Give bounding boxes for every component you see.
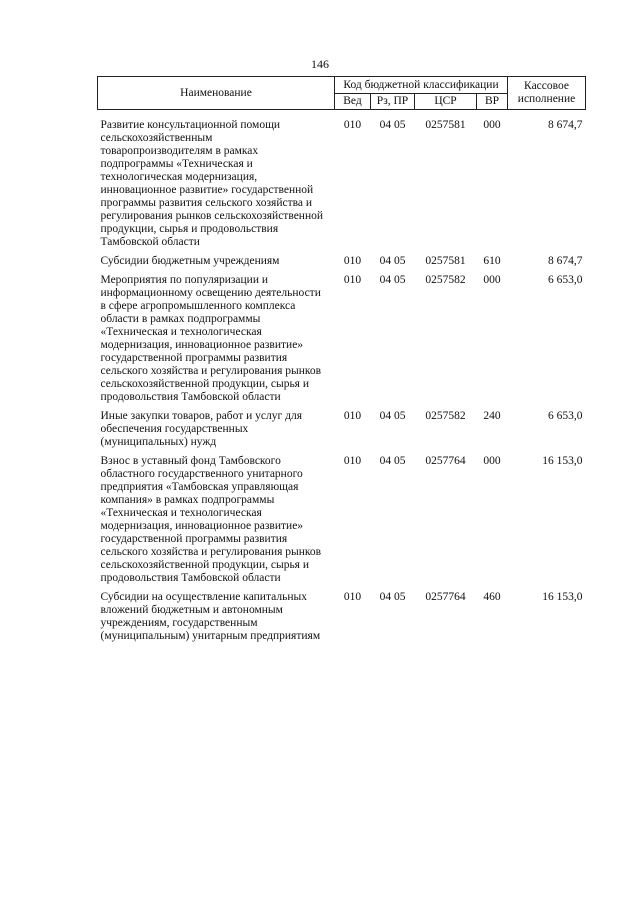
header-csr: ЦСР [415, 94, 477, 110]
row-name: Развитие консультационной помощи сельскохозяйственным товаропроизводителям в рамках подпрограммы «Техническая и технологическая модернизация, инновационное развитие» государственной программы развития сельского хозяйства и регулирования рынков сельскохозяйственной продукции, сырья и продовольствия Тамбовской области [100, 119, 324, 248]
row-ved: 010 [343, 119, 362, 131]
row-csr: 0257582 [425, 274, 466, 286]
row-vr: 000 [483, 274, 501, 286]
row-amount: 6 653,0 [548, 274, 583, 286]
row-amount: 8 674,7 [548, 255, 583, 267]
row-ved: 010 [343, 591, 362, 603]
row-rz-pr: 04 05 [379, 455, 406, 467]
row-rz-pr: 04 05 [379, 255, 406, 267]
row-csr: 0257581 [425, 119, 466, 131]
table-row [98, 274, 586, 410]
row-vr: 610 [483, 255, 501, 267]
row-ved: 010 [343, 274, 362, 286]
row-csr: 0257582 [425, 410, 466, 422]
row-amount: 8 674,7 [548, 119, 583, 131]
table-row [98, 410, 586, 455]
row-name: Взнос в уставный фонд Тамбовского областного государственного унитарного предприятия «Тамбовская управляющая компания» в рамках подпрограммы «Техническая и технологическая модернизация, инновационное развитие» государственной программы развития сельского хозяйства и регулирования рынков сельскохозяйственной продукции, сырья и продовольствия Тамбовской области [100, 455, 322, 584]
row-vr: 460 [483, 591, 501, 603]
header-vr: ВР [477, 94, 508, 110]
header-classification: Код бюджетной классификации [335, 77, 508, 94]
row-ved: 010 [343, 255, 362, 267]
row-vr: 240 [483, 410, 501, 422]
row-amount: 6 653,0 [548, 410, 583, 422]
table-row [98, 591, 586, 649]
row-rz-pr: 04 05 [379, 119, 406, 131]
row-csr: 0257764 [425, 591, 466, 603]
row-rz-pr: 04 05 [379, 591, 406, 603]
row-name: Мероприятия по популяризации и информационному освещению деятельности в сфере агропромышленного комплекса области в рамках подпрограммы «Техническая и технологическая модернизация, инновационное развитие» государственной программы развития сельского хозяйства и регулирования рынков сельскохозяйственной продукции, сырья и продовольствия Тамбовской области [100, 274, 322, 403]
header-rz-pr: Рз, ПР [371, 94, 415, 110]
row-rz-pr: 04 05 [379, 410, 406, 422]
row-amount: 16 153,0 [542, 455, 583, 467]
row-name: Субсидии на осуществление капитальных вложений бюджетным и автономным учреждениям, государственным (муниципальным) унитарным предприятиям [100, 591, 321, 642]
page-number: 146 [311, 57, 329, 71]
row-csr: 0257764 [425, 455, 466, 467]
header-name: Наименование [98, 77, 335, 110]
header-ved: Вед [335, 94, 371, 110]
header-amount: Кассовое исполнение [508, 77, 586, 110]
row-name: Иные закупки товаров, работ и услуг для обеспечения государственных (муниципальных) нужд [100, 410, 302, 448]
table-row [98, 110, 586, 256]
row-amount: 16 153,0 [542, 591, 583, 603]
row-vr: 000 [483, 455, 501, 467]
budget-execution-table [97, 76, 586, 649]
row-ved: 010 [343, 455, 362, 467]
row-vr: 000 [483, 119, 501, 131]
table-row [98, 255, 586, 274]
table-row [98, 455, 586, 591]
row-ved: 010 [343, 410, 362, 422]
row-rz-pr: 04 05 [379, 274, 406, 286]
row-csr: 0257581 [425, 255, 466, 267]
row-name: Субсидии бюджетным учреждениям [100, 255, 280, 267]
